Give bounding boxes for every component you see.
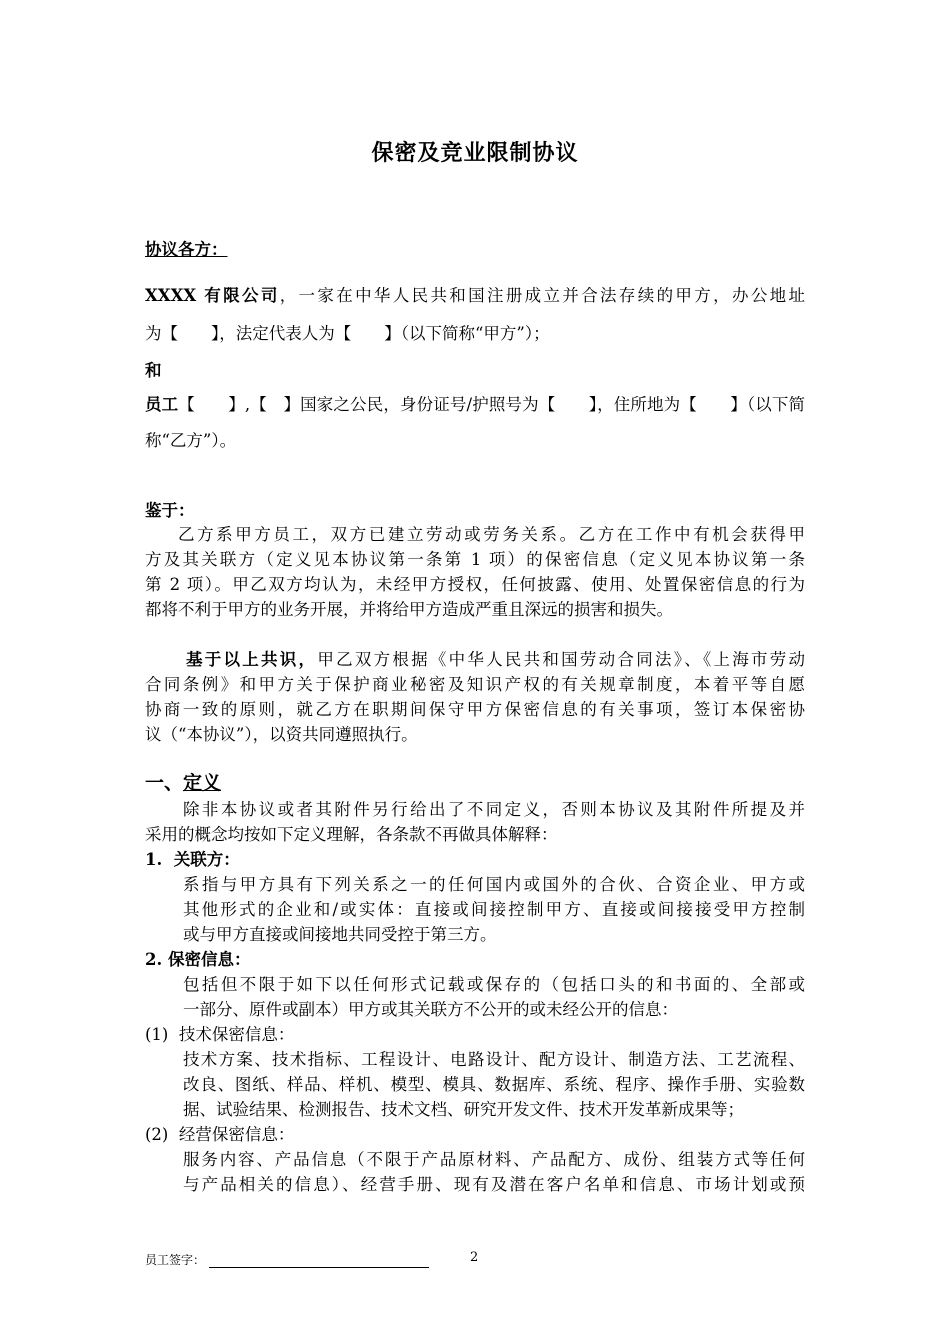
section-1-heading bbox=[145, 768, 221, 795]
item-2-line: 包括但不限于如下以任何形式记载或保存的（包括口头的和书面的、全部或 bbox=[183, 975, 805, 994]
party-b-desc: 【 】,【 】国家之公民，身份证号/护照号为【 】，住所地为【 】（以下简 bbox=[178, 395, 805, 414]
party-a-desc: ，一家在中华人民共和国注册成立并合法存续的甲方，办公地址 bbox=[279, 286, 806, 305]
signature-line[interactable] bbox=[209, 1254, 429, 1268]
section-1-intro: 除非本协议或者其附件另行给出了不同定义，否则本协议及其附件所提及并 bbox=[183, 800, 805, 819]
item-1-label: 关联方： bbox=[173, 850, 240, 869]
party-b-line-2: 称“乙方”）。 bbox=[145, 431, 237, 450]
section-1-number: 一、 bbox=[145, 772, 184, 794]
page-number: 2 bbox=[470, 1250, 479, 1265]
document-title: 保密及竞业限制协议 bbox=[371, 140, 579, 166]
sub-2-heading bbox=[145, 1121, 294, 1145]
sub-1-line: 技术方案、技术指标、工程设计、电路设计、配方设计、制造方法、工艺流程、 bbox=[183, 1050, 805, 1069]
consensus-line: 议（“本协议”），以资共同遵照执行。 bbox=[145, 725, 418, 744]
sub-2-line: 服务内容、产品信息（不限于产品原材料、产品配方、成份、组装方式等任何 bbox=[183, 1150, 805, 1169]
section-1-title: 定义 bbox=[183, 772, 222, 794]
sub-1-heading bbox=[145, 1021, 294, 1045]
section-1-intro: 采用的概念均按如下定义理解，各条款不再做具体解释： bbox=[145, 825, 558, 844]
sub-1-label: 技术保密信息： bbox=[178, 1025, 295, 1044]
sub-2-line: 与产品相关的信息）、经营手册、现有及潜在客户名单和信息、市场计划或预 bbox=[183, 1175, 805, 1194]
sub-2-number: (2) bbox=[145, 1125, 169, 1144]
whereas-line: 都将不利于甲方的业务开展，并将给甲方造成严重且深远的损害和损失。 bbox=[145, 600, 673, 619]
item-1-line: 其他形式的企业和/或实体：直接或间接控制甲方、直接或间接接受甲方控制 bbox=[183, 900, 805, 919]
party-a-name: XXXX 有限公司 bbox=[145, 286, 280, 305]
consensus-line: 合同条例》和甲方关于保护商业秘密及知识产权的有关规章制度，本着平等自愿 bbox=[145, 675, 805, 694]
consensus-text: 甲乙双方根据《中华人民共和国劳动合同法》、《上海市劳动 bbox=[317, 650, 806, 669]
whereas-line: 方及其关联方（定义见本协议第一条第 1 项）的保密信息（定义见本协议第一条 bbox=[145, 550, 805, 569]
item-1-number: 1. bbox=[145, 850, 163, 869]
consensus-line-1 bbox=[186, 646, 805, 670]
sub-1-line: 据、试验结果、检测报告、技术文档、研究开发文件、技术开发革新成果等； bbox=[183, 1100, 744, 1119]
party-a-line-1 bbox=[145, 282, 805, 306]
party-b-label: 员工 bbox=[145, 395, 179, 414]
party-b-line-1 bbox=[145, 391, 805, 415]
item-1-line: 系指与甲方具有下列关系之一的任何国内或国外的合伙、合资企业、甲方或 bbox=[183, 875, 805, 894]
sub-1-line: 改良、图纸、样品、样机、模型、模具、数据库、系统、程序、操作手册、实验数 bbox=[183, 1075, 805, 1094]
sub-1-number: (1) bbox=[145, 1025, 169, 1044]
item-1-line: 或与甲方直接或间接地共同受控于第三方。 bbox=[183, 925, 497, 944]
whereas-heading: 鉴于： bbox=[145, 501, 195, 520]
consensus-lead: 基于以上共识， bbox=[186, 650, 318, 669]
signature-label: 员工签字： bbox=[145, 1253, 206, 1267]
signature-footer bbox=[145, 1251, 429, 1268]
item-2-label: 保密信息： bbox=[167, 950, 251, 969]
item-2-heading bbox=[145, 946, 250, 970]
whereas-line: 乙方系甲方员工，双方已建立劳动或劳务关系。乙方在工作中有机会获得甲 bbox=[178, 525, 805, 544]
item-2-number: 2. bbox=[145, 950, 163, 969]
item-2-line: 一部分、原件或副本）甲方或其关联方不公开的或未经公开的信息： bbox=[183, 1000, 678, 1019]
sub-2-label: 经营保密信息： bbox=[178, 1125, 295, 1144]
and-text: 和 bbox=[145, 361, 162, 380]
whereas-line: 第 2 项）。甲乙双方均认为，未经甲方授权，任何披露、使用、处置保密信息的行为 bbox=[145, 575, 805, 594]
item-1-heading bbox=[145, 846, 240, 870]
consensus-line: 协商一致的原则，就乙方在职期间保守甲方保密信息的有关事项，签订本保密协 bbox=[145, 700, 805, 719]
parties-heading: 协议各方： bbox=[145, 240, 228, 259]
party-a-line-2: 为【 】，法定代表人为【 】（以下简称“甲方”）； bbox=[145, 324, 550, 343]
